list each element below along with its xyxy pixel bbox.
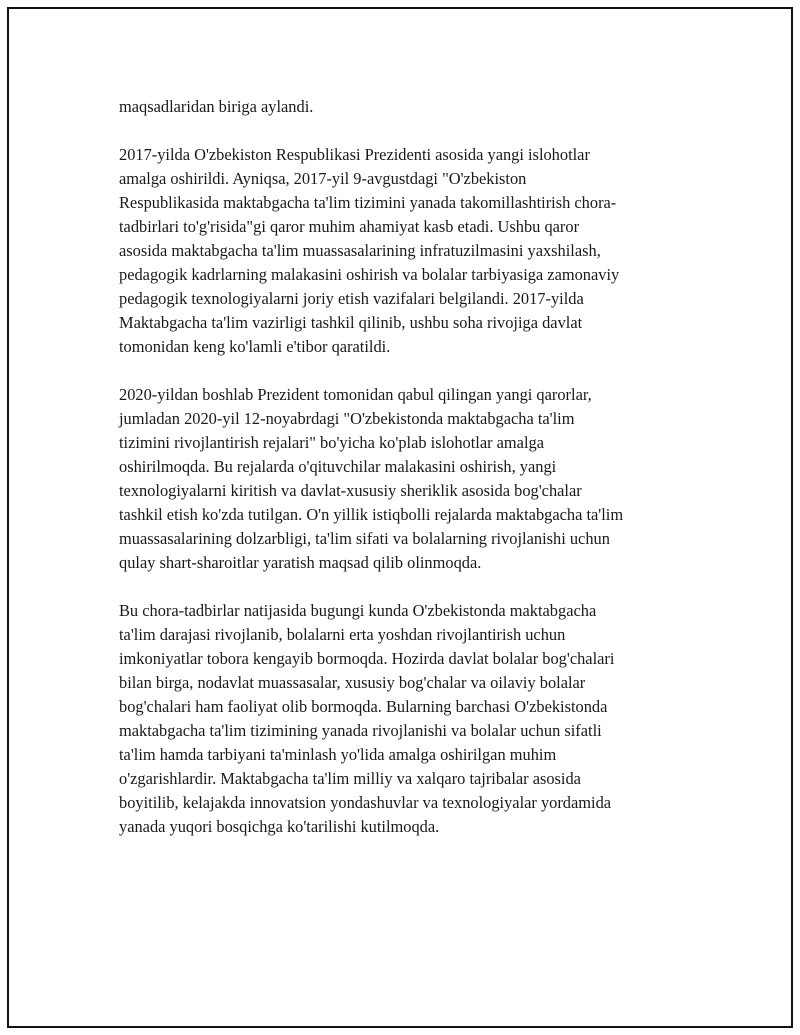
paragraph-4 bbox=[119, 599, 689, 839]
text-line: qulay shart-sharoitlar yaratish maqsad qilib olinmoqda. bbox=[119, 553, 482, 572]
text-line: maktabgacha ta'lim tizimining yanada rivojlanishi va bolalar uchun sifatli bbox=[119, 721, 602, 740]
text-line: pedagogik texnologiyalarni joriy etish vazifalari belgilandi. 2017-yilda bbox=[119, 289, 584, 308]
text-line: imkoniyatlar tobora kengayib bormoqda. Hozirda davlat bolalar bog'chalari bbox=[119, 649, 615, 668]
text-line: Respublikasida maktabgacha ta'lim tizimini yanada takomillashtirish chora- bbox=[119, 193, 617, 212]
text-line: yanada yuqori bosqichga ko'tarilishi kutilmoqda. bbox=[119, 817, 440, 836]
text-line: Maktabgacha ta'lim vazirligi tashkil qilinib, ushbu soha rivojiga davlat bbox=[119, 313, 583, 332]
paragraph-2 bbox=[119, 143, 689, 359]
text-line: ta'lim hamda tarbiyani ta'minlash yo'lida amalga oshirilgan muhim bbox=[119, 745, 557, 764]
text-line: amalga oshirildi. Ayniqsa, 2017-yil 9-avgustdagi "O'zbekiston bbox=[119, 169, 527, 188]
text-line: 2017-yilda O'zbekiston Respublikasi Prezidenti asosida yangi islohotlar bbox=[119, 145, 590, 164]
text-line: tizimini rivojlantirish rejalari" bo'yicha ko'plab islohotlar amalga bbox=[119, 433, 544, 452]
text-line: tomonidan keng ko'lamli e'tibor qaratildi. bbox=[119, 337, 391, 356]
text-line: maqsadlaridan biriga aylandi. bbox=[119, 97, 314, 116]
text-line: oshirilmoqda. Bu rejalarda o'qituvchilar malakasini oshirish, yangi bbox=[119, 457, 557, 476]
text-line: boyitilib, kelajakda innovatsion yondashuvlar va texnologiyalar yordamida bbox=[119, 793, 612, 812]
text-line: muassasalarining dolzarbligi, ta'lim sifati va bolalarning rivojlanishi uchun bbox=[119, 529, 610, 548]
text-line: bilan birga, nodavlat muassasalar, xususiy bog'chalar va oilaviy bolalar bbox=[119, 673, 586, 692]
text-line: jumladan 2020-yil 12-noyabrdagi "O'zbekistonda maktabgacha ta'lim bbox=[119, 409, 575, 428]
document-body bbox=[119, 95, 689, 863]
text-line: texnologiyalarni kiritish va davlat-xususiy sheriklik asosida bog'chalar bbox=[119, 481, 582, 500]
document-page bbox=[7, 7, 793, 1028]
text-line: bog'chalari ham faoliyat olib bormoqda. Bularning barchasi O'zbekistonda bbox=[119, 697, 608, 716]
text-line: tadbirlari to'g'risida"gi qaror muhim ahamiyat kasb etadi. Ushbu qaror bbox=[119, 217, 580, 236]
text-line: pedagogik kadrlarning malakasini oshirish va bolalar tarbiyasiga zamonaviy bbox=[119, 265, 620, 284]
paragraph-1 bbox=[119, 95, 689, 119]
text-line: 2020-yildan boshlab Prezident tomonidan qabul qilingan yangi qarorlar, bbox=[119, 385, 592, 404]
paragraph-3 bbox=[119, 383, 689, 575]
text-line: tashkil etish ko'zda tutilgan. O'n yillik istiqbolli rejalarda maktabgacha ta'lim bbox=[119, 505, 624, 524]
text-line: Bu chora-tadbirlar natijasida bugungi kunda O'zbekistonda maktabgacha bbox=[119, 601, 597, 620]
text-line: o'zgarishlardir. Maktabgacha ta'lim milliy va xalqaro tajribalar asosida bbox=[119, 769, 581, 788]
text-line: asosida maktabgacha ta'lim muassasalarining infratuzilmasini yaxshilash, bbox=[119, 241, 601, 260]
text-line: ta'lim darajasi rivojlanib, bolalarni erta yoshdan rivojlantirish uchun bbox=[119, 625, 566, 644]
